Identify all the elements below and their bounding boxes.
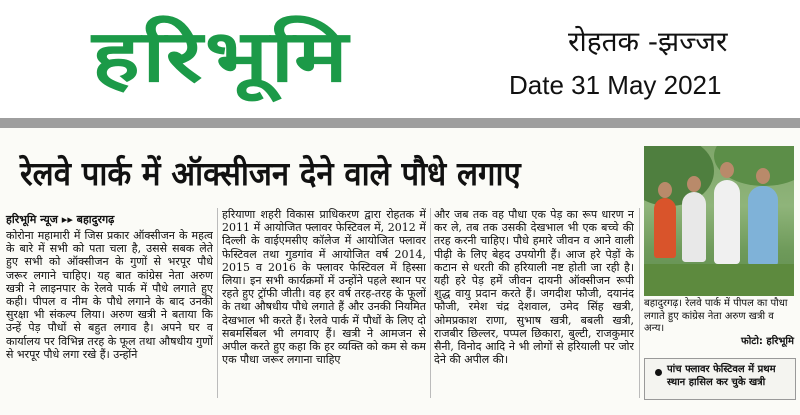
byline-text: हरिभूमि न्यूज ▸▸ बहादुरगढ़ xyxy=(6,213,115,226)
column-divider xyxy=(217,208,218,398)
article-photo xyxy=(644,146,794,296)
bullet-icon xyxy=(655,369,662,376)
photo-caption xyxy=(644,298,794,348)
person-head xyxy=(756,168,770,184)
person-head xyxy=(658,182,672,198)
highlight-text: पांच फ्लावर फेस्टिवल में प्रथम स्थान हासिल कर चुके खत्री xyxy=(667,364,776,388)
photo-caption-text: बहादुरगढ़। रेलवे पार्क में पीपल का पौधा लगाते हुए कांग्रेस नेता अरुण खत्री व अन्य। xyxy=(644,298,788,334)
person-head xyxy=(687,176,701,192)
masthead xyxy=(0,0,800,118)
person-figure xyxy=(682,192,706,262)
date-label: Date 31 May 2021 xyxy=(509,70,722,100)
masthead-divider xyxy=(0,118,800,128)
byline xyxy=(6,208,206,226)
article-column-2: हरियाणा शहरी विकास प्राधिकरण द्वारा रोहतक में 2011 में आयोजित फ्लावर फेस्टिवल में, 2012 में दिल्ली के वाईएमसीए कॉलेज में आयोजित फ्लावर फेस्टिवल तथा गुडगांव में आयोजित वर्ष 2014, 2015 व 2016 के फ्लावर फेस्टिवल में हिस्सा लिया। इन सभी कार्यक्रमों में उन्होंने पहले स्थान पर रहते हुए ट्रॉफी जीती। वह हर वर्ष तरह-तरह के फूलों के तथा औषधीय पौधे लगाते हैं और उनकी नियमित देखभाल भी करते हैं। रेलवे पार्क में पौधों के लिए दो सबमर्सिबल भी लगवाए हैं। खत्री ने आमजन से अपील करते हुए कहा कि हर व्यक्ति को कम से कम एक पौधा जरूर लगाना चाहिए xyxy=(222,208,426,367)
person-figure xyxy=(748,186,778,266)
article-column-1: कोरोना महामारी में जिस प्रकार ऑक्सीजन के महत्व के बारे में सभी को पता चला है, उससे सबक लेते हुए सभी को ऑक्सीजन के गुणों से भरपूर पौधे जरूर लगाने चाहिए। यह बात कांग्रेस नेता अरुण खत्री ने लाइनपार के रेलवे पार्क में पौधे लगाते हुए कही। पीपल व नीम के पौधे लगाने के बाद उनकी सुरक्षा भी संकल्प लिया। अरुण खत्री ने बताया कि उन्हें पेड़ पौधों से बहुत लगाव है। अपने घर व कार्यालय पर विभिन्न तरह के फूल तथा औषधीय गुणों से भरपूर पौधे लगा रखे हैं। उन्होंने xyxy=(6,229,213,361)
grass xyxy=(644,264,794,296)
person-head xyxy=(720,162,734,178)
edition-label: रोहतक -झज्जर xyxy=(568,25,728,58)
photo-credit: फोटो: हरिभूमि xyxy=(740,335,794,347)
column-divider xyxy=(430,208,431,398)
article-column-3: और जब तक वह पौधा एक पेड़ का रूप धारण न कर ले, तब तक उसकी देखभाल भी एक बच्चे की तरह करनी चाहिए। पौधे हमारे जीवन व आने वाली पीढ़ी के लिए बेहद उपयोगी हैं। आज हरे पेड़ों के कटान से धरती की हरियाली नष्ट होती जा रही है। यही हरे पेड़ हमें जीवन दायनी ऑक्सीजन रूपी शुद्ध वायु प्रदान करते हैं। जगदीश फौजी, दयानंद फौजी, रमेश चंद्र देशवाल, उमेद सिंह खत्री, ओमप्रकाश राणा, सुभाष खत्री, बबली खत्री, राजबीर छिल्लर, पप्पल छिकारा, बुल्टी, राजकुमार सैनी, विनोद आदि ने भी लोगों से हरियाली पर जोर देने की अपील की। xyxy=(434,208,634,367)
newspaper-logo: हरिभूमि xyxy=(92,14,351,98)
person-figure xyxy=(654,198,676,258)
highlight-box xyxy=(644,358,796,400)
column-divider xyxy=(639,208,640,398)
article-headline: रेलवे पार्क में ऑक्सीजन देने वाले पौधे लगाए xyxy=(20,154,521,193)
person-figure xyxy=(714,180,740,264)
